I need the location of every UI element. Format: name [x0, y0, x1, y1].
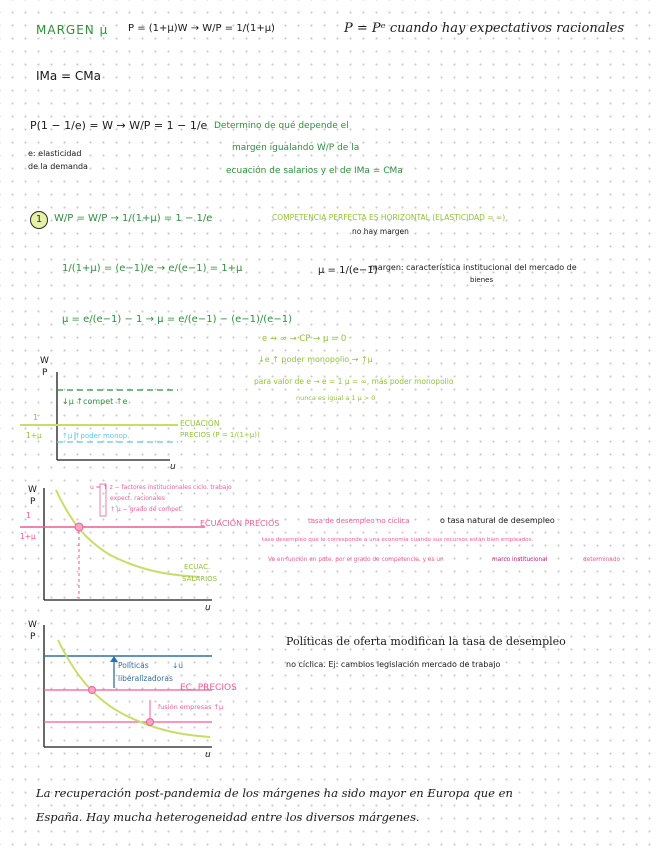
section1-eq1: W/P = W/P → 1/(1+μ) = 1 − 1/e [54, 213, 213, 224]
graph2-note-2: tasa desempleo que le corresponde a una economía cuando sus recursos están bien empleados. [262, 537, 534, 543]
graph3-blue-label-2: liberalizadoras [118, 674, 173, 683]
graph3-ylabel-bot: P [30, 632, 36, 642]
section1-eq2: 1/(1+μ) = (e−1)/e → e/(e−1) = 1+μ [62, 263, 243, 274]
graph2-salarios-label-2: SALARIOS [182, 575, 218, 583]
graph1-ylabel-bot: P [42, 368, 48, 378]
derivation-note-1: Determino de qué depende el [214, 121, 349, 131]
elasticity-label-2: de la demanda [28, 162, 88, 171]
graph3-point-1 [89, 687, 96, 694]
graph2-box-line-2: expect. racionales [110, 495, 165, 502]
graph3-point-2 [147, 719, 154, 726]
graph1-eq-label-1: ECUACIÓN [180, 419, 220, 428]
graph3-ylabel-top: W [28, 620, 37, 630]
graph2-ylabel-top: W [28, 485, 37, 495]
graph3-blue-label-1: Políticas [118, 661, 149, 670]
graph2-note-3b: marco institucional [492, 557, 548, 563]
graph2-wage-curve [56, 490, 200, 577]
graph2-precios-label: ECUACIÓN PRECIOS [200, 519, 280, 528]
section1-eq3: μ = e/(e−1) − 1 → μ = e/(e−1) − (e−1)/(e−1) [62, 314, 292, 325]
derivation-note-2: margen igualando W/P de la [232, 143, 360, 153]
graph3-fusion-label: fusión empresas ↑μ [158, 703, 224, 711]
graph2-salarios-label-1: ECUAC. [184, 563, 211, 571]
graph2-note-3a: Va en función en pdte. por el grado de competencia, y es un [268, 557, 444, 563]
expectations-note: P = Pᵉ cuando hay expectativos racionales [344, 21, 625, 36]
graph2-note-3c: determinado [583, 557, 621, 563]
graph2-tick-1: 1 [26, 511, 32, 520]
margen-formula: P = (1+μ)W → W/P = 1/(1+μ) [128, 23, 275, 34]
case-line-2: ↓e ↑ poder monopolio → ↑μ [258, 355, 373, 364]
graph3-xlabel: u [205, 750, 211, 760]
case-line-1: e → ∞ → CP → μ = 0 [262, 334, 347, 344]
graph1-cyan-label: ↑μ ↑poder monop. [62, 432, 130, 440]
graph2-note-1b: o tasa natural de desempleo [440, 516, 555, 525]
graph2-box-line-3: ↑ μ − grado de compet. [110, 506, 183, 513]
policy-text-2: no cíclica. Ej: cambios legislación mercado de trabajo [286, 660, 501, 669]
graph1-xlabel: u [170, 462, 176, 472]
ima-cma-line: IMa = CMa [36, 69, 102, 83]
footer-line-2: España. Hay mucha heterogeneidad entre los diversos márgenes. [36, 810, 420, 824]
graph1-ylabel-top: W [40, 356, 49, 366]
elasticity-label-1: e: elasticidad [28, 149, 82, 158]
no-margen-note: no hay margen [352, 227, 409, 236]
graph2-box-line-1: u = ↑ z − factores institucionales ciclo. trabajo [90, 484, 232, 491]
section-number-badge: 1 [30, 211, 48, 229]
graph2-note-1: tasa de desempleo no cíclica [308, 517, 410, 525]
graph3-blue-arrowhead [110, 656, 118, 662]
bienes-note: bienes [470, 276, 494, 284]
graph2-xlabel: u [205, 603, 211, 613]
derivation-note-3: ecuación de salarios y el de IMa = CMa [226, 166, 403, 176]
margen-title: MARGEN μ [36, 23, 109, 37]
graph3-blue-label-1b: ↓u [172, 661, 184, 670]
competencia-perfecta-note: COMPETENCIA PERFECTA ES HORIZONTAL (ELASTICIDAD = ∞) [272, 213, 506, 222]
graph1-eq-label-2: PRECIOS (P = 1/(1+μ)) [180, 431, 260, 439]
policy-text-1: Políticas de oferta modifican la tasa de desempleo [286, 635, 566, 648]
case-line-3: para valor de e → e = 1 μ = ∞, más poder monopolio [254, 377, 454, 386]
mu-formula: μ = 1/(e−1) [318, 265, 378, 276]
graph2-tick-2: 1+μ [20, 532, 36, 541]
graph2-intersection [75, 523, 83, 531]
graph2-ylabel-bot: P [30, 497, 36, 507]
case-line-4: nunca es igual a 1 μ > 0 [296, 394, 376, 402]
footer-line-1: La recuperación post-pandemia de los márgenes ha sido mayor en Europa que en [36, 786, 513, 800]
graph1-tick-1: 1 [33, 413, 39, 422]
graph1-dash-label: ↓μ ↑compet ↑e [62, 397, 128, 406]
derivation-formula: P(1 − 1/e) = W → W/P = 1 − 1/e [30, 119, 208, 132]
margen-characteristic-note: margen: característica institucional del mercado de [370, 263, 577, 272]
graph1-tick-2: 1+μ [26, 431, 42, 440]
graph3-precios-label: EC. PRECIOS [180, 683, 237, 693]
